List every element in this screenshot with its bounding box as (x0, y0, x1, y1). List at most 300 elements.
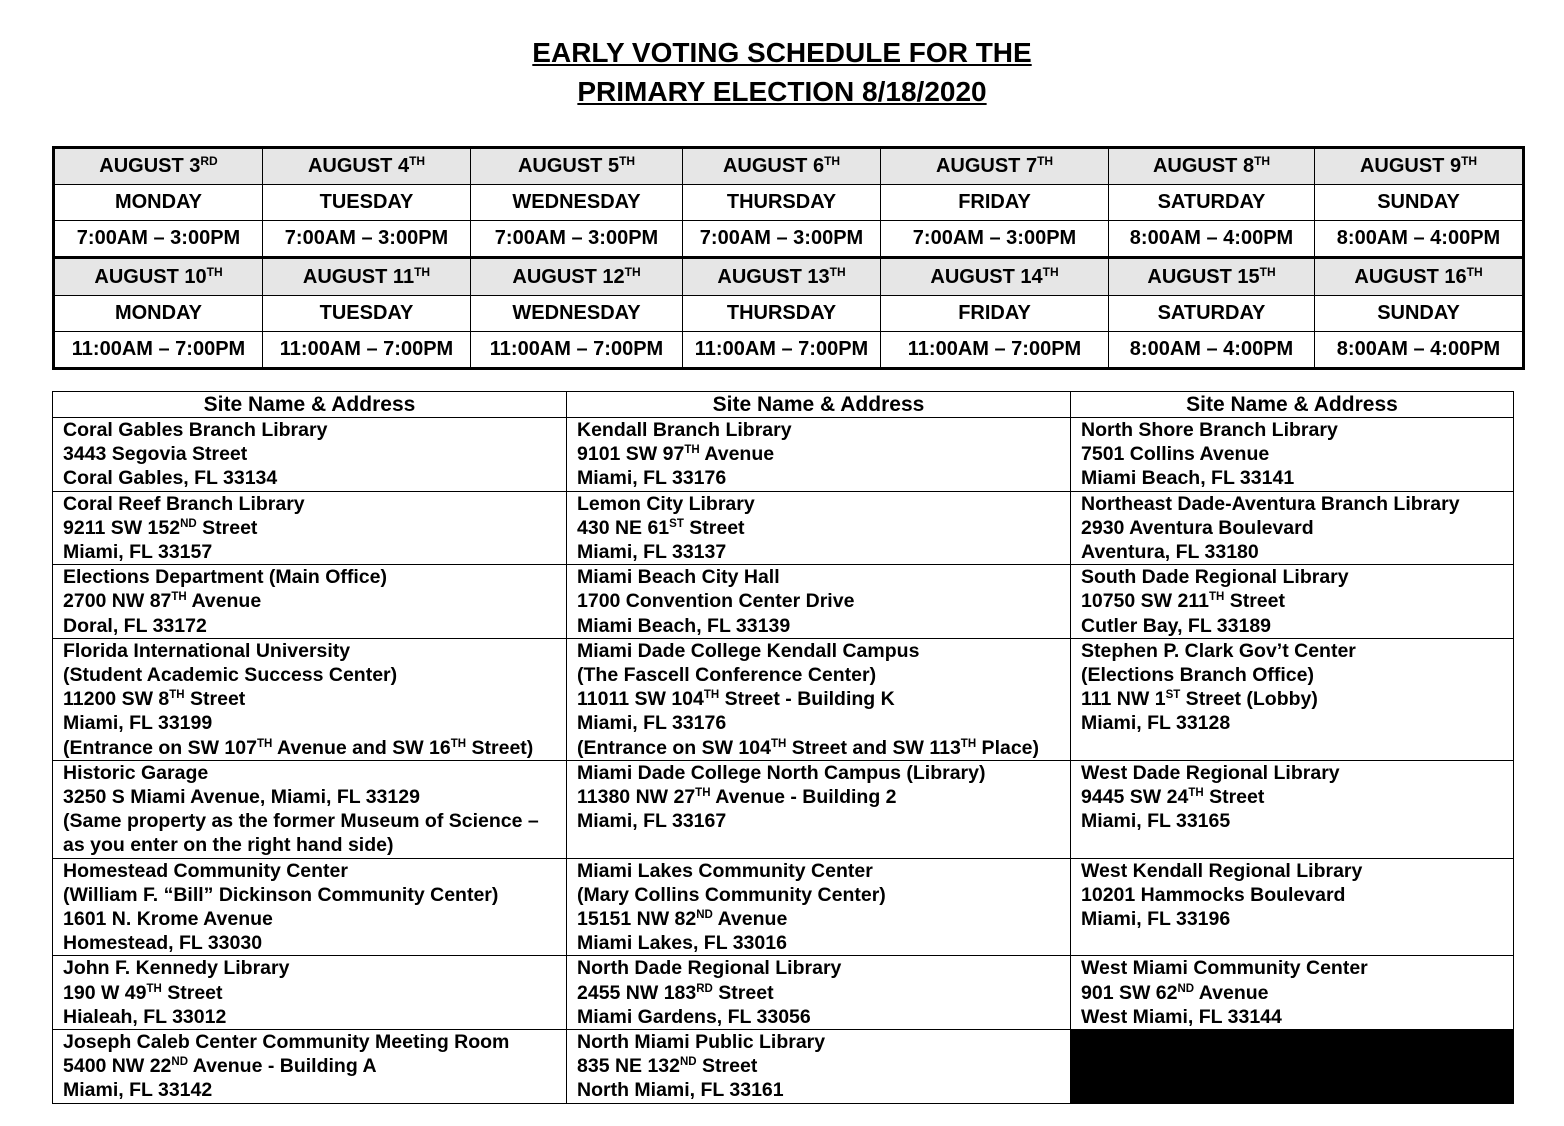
site-column-header: Site Name & Address (1071, 392, 1514, 418)
site-cell (53, 638, 567, 760)
date-text: AUGUST 11 (302, 265, 415, 288)
schedule-hours-cell: 7:00AM – 3:00PM (683, 221, 881, 258)
text-segment: Coral Gables Branch Library (63, 419, 328, 441)
schedule-date-cell (471, 258, 683, 295)
site-address-line (63, 785, 566, 809)
schedule-date-cell (881, 258, 1109, 295)
text-segment: Street - Building K (719, 688, 895, 711)
schedule-date-cell (54, 148, 263, 185)
text-segment: (Same property as the former Museum of Science – (63, 810, 539, 833)
text-segment: Miami Gardens, FL 33056 (577, 1005, 811, 1028)
text-segment: Avenue (1194, 981, 1269, 1004)
site-address-line (63, 981, 566, 1005)
site-address-line (577, 516, 1070, 540)
text-segment: Hialeah, FL 33012 (63, 1005, 227, 1028)
text-segment: Lemon City Library (577, 492, 755, 515)
date-text: AUGUST 12 (512, 265, 625, 288)
text-segment: Miami, FL 33142 (63, 1079, 213, 1102)
site-cell (1071, 565, 1514, 639)
site-name (63, 859, 566, 883)
text-segment: South Dade Regional Library (1081, 566, 1349, 589)
text-segment: 9445 SW 24 (1081, 786, 1189, 809)
site-address-line (1081, 614, 1513, 638)
site-name (577, 492, 1070, 516)
site-address-line (577, 981, 1070, 1005)
schedule-hours-cell: 11:00AM – 7:00PM (683, 331, 881, 368)
ordinal-suffix: ND (696, 909, 713, 922)
site-address-line (1081, 883, 1513, 907)
ordinal-suffix: TH (171, 591, 187, 604)
text-segment: Avenue - Building 2 (710, 786, 897, 809)
site-name (577, 859, 1070, 883)
site-address-line (1081, 1005, 1513, 1029)
site-cell (567, 1030, 1071, 1104)
ordinal-suffix: ND (171, 1056, 189, 1069)
text-segment: Stephen P. Clark Gov’t Center (1081, 639, 1356, 662)
site-cell (53, 491, 567, 565)
site-row (53, 858, 1514, 956)
site-address-line (63, 589, 566, 613)
text-segment: Street (184, 688, 246, 711)
site-address-line (577, 711, 1070, 735)
ordinal-suffix: ND (680, 1056, 697, 1069)
site-row (53, 760, 1514, 858)
site-name (577, 565, 1070, 589)
text-segment: Miami Beach, FL 33139 (577, 614, 791, 637)
site-name (577, 418, 1070, 442)
text-segment: Avenue - Building A (188, 1055, 377, 1078)
text-segment: 1601 N. Krome Avenue (63, 908, 273, 931)
schedule-date-cell (683, 258, 881, 295)
site-address-line (1081, 516, 1513, 540)
ordinal-suffix: RD (696, 982, 713, 995)
site-address-line (63, 614, 566, 638)
site-cell (567, 956, 1071, 1030)
text-segment: Miami Dade College North Campus (Library) (577, 761, 986, 784)
ordinal-suffix: ST (1165, 689, 1181, 702)
site-address-line (1081, 589, 1513, 613)
site-column-header: Site Name & Address (53, 392, 567, 418)
text-segment: Homestead Community Center (63, 859, 348, 882)
ordinal-suffix: ND (1177, 982, 1195, 995)
sites-header-row (53, 392, 1514, 418)
text-segment: Aventura, FL 33180 (1081, 541, 1259, 564)
text-segment: 15151 NW 82 (577, 908, 697, 931)
schedule-weekday-cell: TUESDAY (263, 295, 471, 331)
text-segment: 111 NW 1 (1081, 688, 1166, 711)
site-address-line (577, 736, 1070, 760)
voting-schedule-table (52, 146, 1525, 370)
text-segment: Miami, FL 33196 (1081, 908, 1231, 931)
site-cell (1071, 418, 1514, 492)
site-name (577, 956, 1070, 980)
ordinal-suffix: TH (146, 982, 162, 995)
ordinal-suffix: TH (256, 737, 273, 750)
schedule-date-row (54, 148, 1524, 185)
ordinal-suffix: TH (960, 737, 977, 750)
site-name (63, 761, 566, 785)
site-row (53, 956, 1514, 1030)
site-address-line (1081, 907, 1513, 931)
site-row (53, 638, 1514, 760)
document-title-line-1: EARLY VOTING SCHEDULE FOR THE (532, 37, 1032, 68)
schedule-date-cell (683, 148, 881, 185)
site-address-line (1081, 981, 1513, 1005)
schedule-weekday-cell: FRIDAY (881, 185, 1109, 221)
site-address-line (577, 614, 1070, 638)
text-segment: 9211 SW 152 (63, 516, 181, 539)
site-cell (567, 491, 1071, 565)
site-column-header: Site Name & Address (567, 392, 1071, 418)
site-cell (567, 565, 1071, 639)
text-segment: West Miami, FL 33144 (1081, 1005, 1282, 1028)
schedule-hours-cell: 11:00AM – 7:00PM (263, 331, 471, 368)
site-cell (567, 760, 1071, 858)
site-address-line (1081, 442, 1513, 466)
site-name (1081, 761, 1513, 785)
text-segment: North Shore Branch Library (1081, 419, 1338, 441)
text-segment: North Miami Public Library (577, 1031, 826, 1054)
text-segment: Avenue (712, 908, 788, 931)
site-address-line (1081, 663, 1513, 687)
text-segment: Avenue and SW 16 (272, 736, 451, 759)
text-segment: John F. Kennedy Library (63, 957, 290, 980)
text-segment: Street (1224, 590, 1285, 613)
site-address-line (577, 442, 1070, 466)
schedule-date-cell (263, 148, 471, 185)
schedule-hours-cell: 11:00AM – 7:00PM (54, 331, 263, 368)
date-text: AUGUST 10 (94, 265, 207, 288)
site-address-line (577, 907, 1070, 931)
site-address-line (1081, 466, 1513, 490)
schedule-date-cell (54, 258, 263, 295)
site-address-line (63, 466, 566, 490)
site-address-line (63, 516, 566, 540)
schedule-date-cell (263, 258, 471, 295)
text-segment: Miami Lakes, FL 33016 (577, 932, 787, 955)
text-segment: Kendall Branch Library (577, 419, 792, 441)
site-address-line (577, 1005, 1070, 1029)
date-ordinal-suffix: TH (1461, 154, 1478, 169)
site-address-line (63, 907, 566, 931)
site-address-line (63, 931, 566, 955)
schedule-hours-cell: 7:00AM – 3:00PM (54, 221, 263, 258)
site-address-line (63, 1005, 566, 1029)
text-segment: 2700 NW 87 (63, 590, 172, 613)
site-address-line (577, 663, 1070, 687)
text-segment: 10201 Hammocks Boulevard (1081, 883, 1346, 906)
text-segment: Avenue (186, 590, 262, 613)
text-segment: Miami, FL 33128 (1081, 712, 1231, 735)
date-ordinal-suffix: TH (1037, 154, 1054, 169)
text-segment: Joseph Caleb Center Community Meeting Room (63, 1031, 510, 1054)
schedule-hours-cell: 7:00AM – 3:00PM (881, 221, 1109, 258)
schedule-weekday-cell: TUESDAY (263, 185, 471, 221)
schedule-date-cell (1315, 148, 1524, 185)
text-segment: 1700 Convention Center Drive (577, 590, 855, 613)
site-address-line (63, 711, 566, 735)
date-text: AUGUST 3 (99, 155, 201, 178)
schedule-weekday-cell: SUNDAY (1315, 295, 1524, 331)
schedule-date-cell (1109, 148, 1315, 185)
schedule-date-cell (1109, 258, 1315, 295)
site-cell (1071, 858, 1514, 956)
schedule-weekday-cell: SATURDAY (1109, 295, 1315, 331)
text-segment: 3250 S Miami Avenue, Miami, FL 33129 (63, 786, 420, 809)
site-cell (1071, 638, 1514, 760)
text-segment: (William F. “Bill” Dickinson Community Center) (63, 883, 499, 906)
text-segment: 190 W 49 (63, 981, 147, 1004)
schedule-date-cell (1315, 258, 1524, 295)
schedule-hours-cell: 7:00AM – 3:00PM (471, 221, 683, 258)
site-cell (567, 858, 1071, 956)
site-name (577, 761, 1070, 785)
ordinal-suffix: TH (695, 787, 711, 800)
text-segment: Miami, FL 33165 (1081, 810, 1231, 833)
text-segment: (Mary Collins Community Center) (577, 883, 886, 906)
site-address-line (577, 540, 1070, 564)
text-segment: Miami Dade College Kendall Campus (577, 639, 920, 662)
ordinal-suffix: TH (169, 689, 185, 702)
site-address-line (63, 1078, 566, 1102)
schedule-hours-cell: 8:00AM – 4:00PM (1315, 331, 1524, 368)
text-segment: Avenue (699, 443, 775, 466)
schedule-weekday-cell: WEDNESDAY (471, 185, 683, 221)
text-segment: Coral Reef Branch Library (63, 492, 305, 515)
schedule-weekday-row (54, 295, 1524, 331)
text-segment: Street and SW 113 (786, 736, 961, 759)
schedule-weekday-cell: MONDAY (54, 185, 263, 221)
site-name (63, 565, 566, 589)
redacted-cell (1071, 1030, 1514, 1104)
date-text: AUGUST 6 (722, 155, 825, 178)
site-address-line (63, 540, 566, 564)
text-segment: (Entrance on SW 107 (63, 736, 257, 759)
site-name (63, 639, 566, 663)
text-segment: (Elections Branch Office) (1081, 664, 1314, 687)
date-ordinal-suffix: TH (824, 154, 841, 169)
ordinal-suffix: TH (1208, 591, 1225, 604)
site-name (1081, 418, 1513, 442)
site-address-line (577, 466, 1070, 490)
date-ordinal-suffix: TH (624, 264, 641, 279)
ordinal-suffix: TH (1188, 787, 1204, 800)
text-segment: Miami, FL 33167 (577, 810, 727, 833)
schedule-hours-row (54, 221, 1524, 258)
date-text: AUGUST 15 (1147, 265, 1260, 288)
text-segment: Street (161, 981, 223, 1004)
date-text: AUGUST 13 (717, 265, 830, 288)
site-row (53, 418, 1514, 492)
site-name (1081, 492, 1513, 516)
schedule-weekday-cell: THURSDAY (683, 295, 881, 331)
schedule-hours-cell: 11:00AM – 7:00PM (881, 331, 1109, 368)
schedule-hours-row (54, 331, 1524, 368)
site-address-line (63, 1054, 566, 1078)
text-segment: Miami, FL 33176 (577, 712, 727, 735)
ordinal-suffix: ND (180, 517, 197, 530)
text-segment: North Dade Regional Library (577, 957, 842, 980)
text-segment: Miami Lakes Community Center (577, 859, 873, 882)
text-segment: Place) (976, 736, 1040, 759)
schedule-date-cell (881, 148, 1109, 185)
site-address-line (1081, 809, 1513, 833)
site-row (53, 1030, 1514, 1104)
site-row (53, 565, 1514, 639)
text-segment: 11011 SW 104 (577, 688, 704, 711)
text-segment: 2930 Aventura Boulevard (1081, 516, 1314, 539)
text-segment: Street (696, 1055, 758, 1078)
text-segment: Florida International University (63, 639, 351, 662)
schedule-weekday-cell: MONDAY (54, 295, 263, 331)
schedule-hours-cell: 7:00AM – 3:00PM (263, 221, 471, 258)
text-segment: Street (Lobby) (1180, 688, 1318, 711)
text-segment: 11380 NW 27 (577, 786, 696, 809)
text-segment: 10750 SW 211 (1081, 590, 1209, 613)
site-address-line (1081, 540, 1513, 564)
ordinal-suffix: TH (450, 737, 467, 750)
text-segment: (Entrance on SW 104 (577, 736, 771, 759)
site-cell (53, 565, 567, 639)
date-text: AUGUST 9 (1359, 155, 1462, 178)
date-ordinal-suffix: TH (414, 264, 431, 279)
schedule-weekday-row (54, 185, 1524, 221)
date-text: AUGUST 5 (517, 155, 620, 178)
text-segment: 7501 Collins Avenue (1081, 443, 1270, 466)
ordinal-suffix: ST (669, 517, 684, 530)
text-segment: 430 NE 61 (577, 516, 670, 539)
text-segment: as you enter on the right hand side) (63, 834, 394, 857)
text-segment: 901 SW 62 (1081, 981, 1178, 1004)
text-segment: 2455 NW 183 (577, 981, 697, 1004)
date-ordinal-suffix: TH (206, 264, 223, 279)
date-ordinal-suffix: TH (1042, 264, 1059, 279)
date-ordinal-suffix: TH (829, 264, 846, 279)
site-address-line (577, 687, 1070, 711)
schedule-weekday-cell: THURSDAY (683, 185, 881, 221)
site-cell (53, 760, 567, 858)
date-ordinal-suffix: TH (619, 154, 636, 169)
site-cell (53, 956, 567, 1030)
text-segment: Doral, FL 33172 (63, 614, 207, 637)
text-segment: Northeast Dade-Aventura Branch Library (1081, 492, 1460, 515)
date-text: AUGUST 4 (307, 155, 410, 178)
site-address-line (63, 809, 566, 833)
text-segment: Street (683, 516, 745, 539)
site-address-line (577, 1078, 1070, 1102)
text-segment: Miami, FL 33176 (577, 467, 727, 490)
site-address-line (63, 687, 566, 711)
text-segment: Miami Beach City Hall (577, 566, 780, 589)
schedule-hours-cell: 8:00AM – 4:00PM (1315, 221, 1524, 258)
site-address-line (63, 663, 566, 687)
schedule-weekday-cell: FRIDAY (881, 295, 1109, 331)
text-segment: West Dade Regional Library (1081, 761, 1340, 784)
site-address-line (63, 833, 566, 857)
site-cell (567, 418, 1071, 492)
text-segment: 5400 NW 22 (63, 1055, 172, 1078)
schedule-weekday-cell: SUNDAY (1315, 185, 1524, 221)
site-address-line (63, 442, 566, 466)
date-ordinal-suffix: TH (1466, 264, 1483, 279)
ordinal-suffix: TH (770, 737, 787, 750)
schedule-date-cell (471, 148, 683, 185)
schedule-date-row (54, 258, 1524, 295)
text-segment: Miami, FL 33199 (63, 712, 213, 735)
schedule-weekday-cell: WEDNESDAY (471, 295, 683, 331)
text-segment: Miami, FL 33157 (63, 541, 213, 564)
site-cell (53, 1030, 567, 1104)
site-cell (1071, 491, 1514, 565)
site-name (63, 492, 566, 516)
site-name (1081, 639, 1513, 663)
text-segment: Coral Gables, FL 33134 (63, 467, 278, 490)
site-address-line (577, 589, 1070, 613)
site-address-line (63, 883, 566, 907)
site-address-line (577, 883, 1070, 907)
text-segment: Street (1203, 786, 1265, 809)
date-ordinal-suffix: TH (1259, 264, 1276, 279)
site-address-line (577, 1054, 1070, 1078)
site-address-line (63, 736, 566, 760)
text-segment: Miami Beach, FL 33141 (1081, 467, 1295, 490)
text-segment: Street (196, 516, 258, 539)
text-segment: West Kendall Regional Library (1081, 859, 1363, 882)
text-segment: Elections Department (Main Office) (63, 566, 387, 589)
site-row (53, 491, 1514, 565)
site-name (577, 639, 1070, 663)
site-address-line (1081, 687, 1513, 711)
site-name (1081, 956, 1513, 980)
site-address-line (1081, 785, 1513, 809)
site-name (1081, 565, 1513, 589)
date-text: AUGUST 16 (1354, 265, 1467, 288)
text-segment: Historic Garage (63, 761, 209, 784)
date-text: AUGUST 8 (1152, 155, 1255, 178)
date-ordinal-suffix: TH (1254, 154, 1271, 169)
schedule-hours-cell: 8:00AM – 4:00PM (1109, 221, 1315, 258)
site-address-line (577, 931, 1070, 955)
schedule-hours-cell: 8:00AM – 4:00PM (1109, 331, 1315, 368)
sites-table (52, 391, 1514, 1104)
site-address-line (577, 785, 1070, 809)
text-segment: Homestead, FL 33030 (63, 932, 263, 955)
document-title-line-2: PRIMARY ELECTION 8/18/2020 (577, 76, 987, 107)
schedule-weekday-cell: SATURDAY (1109, 185, 1315, 221)
text-segment: (The Fascell Conference Center) (577, 664, 877, 687)
text-segment: Street) (466, 736, 534, 759)
text-segment: 3443 Segovia Street (63, 443, 248, 466)
ordinal-suffix: TH (703, 689, 720, 702)
site-cell (567, 638, 1071, 760)
text-segment: North Miami, FL 33161 (577, 1079, 784, 1102)
text-segment: Miami, FL 33137 (577, 541, 727, 564)
text-segment: 835 NE 132 (577, 1055, 680, 1078)
ordinal-suffix: TH (684, 444, 700, 457)
text-segment: Cutler Bay, FL 33189 (1081, 614, 1272, 637)
date-ordinal-suffix: RD (200, 154, 218, 169)
site-name (577, 1030, 1070, 1054)
text-segment: 11200 SW 8 (63, 688, 170, 711)
site-name (63, 418, 566, 442)
site-name (1081, 859, 1513, 883)
date-text: AUGUST 14 (930, 265, 1043, 288)
site-address-line (577, 809, 1070, 833)
text-segment: West Miami Community Center (1081, 957, 1368, 980)
text-segment: Street (712, 981, 774, 1004)
site-address-line (1081, 711, 1513, 735)
text-segment: 9101 SW 97 (577, 443, 685, 466)
